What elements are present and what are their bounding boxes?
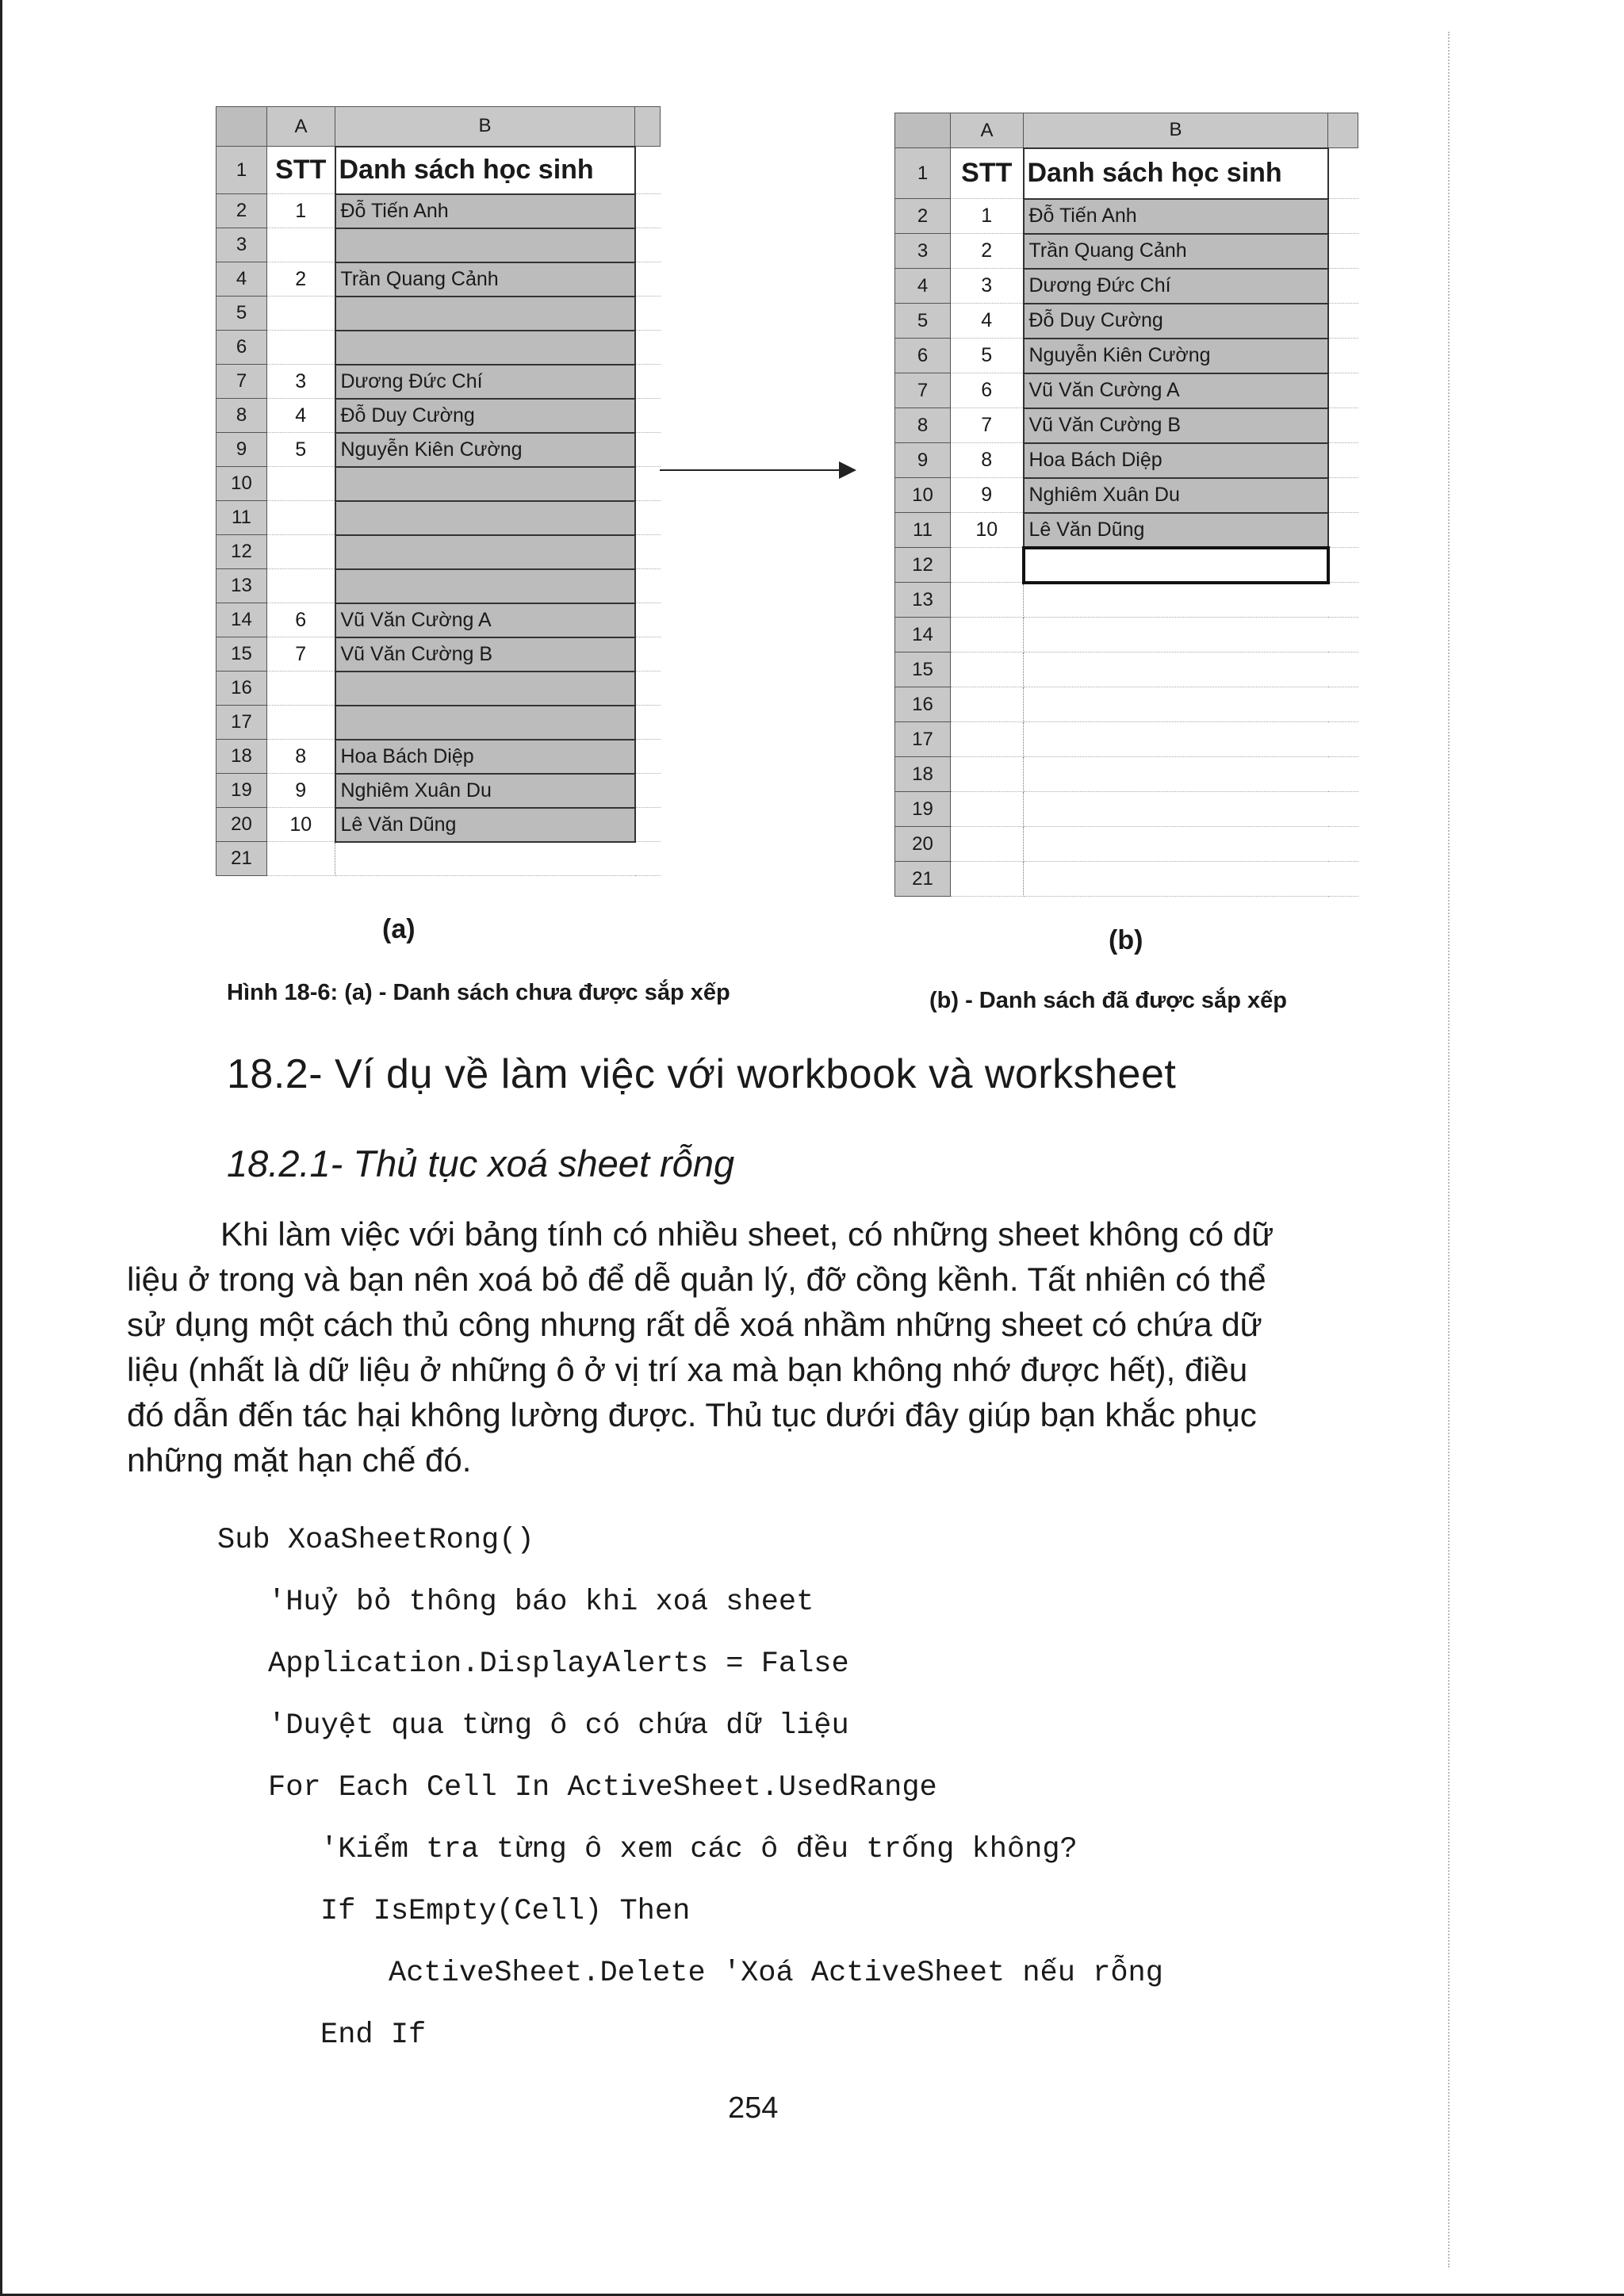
student-name-cell (335, 297, 635, 331)
stt-cell (267, 535, 335, 569)
empty-cell (1328, 792, 1358, 827)
student-name-cell: Hoa Bách Diệp (1024, 443, 1328, 478)
student-name-cell: Đỗ Tiến Anh (335, 194, 635, 228)
row-number: 2 (895, 199, 951, 234)
stt-cell (267, 569, 335, 603)
spreadsheet-row (895, 618, 1358, 652)
row-number: 8 (895, 408, 951, 443)
spreadsheet-row (216, 842, 661, 876)
empty-cell (635, 433, 661, 467)
student-name-cell: Vũ Văn Cường B (335, 637, 635, 672)
empty-cell (635, 194, 661, 228)
row-number: 6 (895, 339, 951, 373)
spreadsheet-row (895, 408, 1358, 443)
spreadsheet-row (895, 443, 1358, 478)
empty-cell (1328, 687, 1358, 722)
paragraph-line: đó dẫn đến tác hại không lường được. Thủ tục dưới đây giúp bạn khắc phục (127, 1396, 1257, 1433)
section-title: 18.2- Ví dụ về làm việc với workbook và worksheet (227, 1051, 1177, 1097)
spreadsheet-row (895, 583, 1358, 618)
stt-cell: 6 (267, 603, 335, 637)
row-number: 7 (216, 365, 267, 399)
stt-cell (951, 827, 1024, 862)
row-number: 15 (895, 652, 951, 687)
spreadsheet-row (895, 757, 1358, 792)
stt-cell (267, 228, 335, 262)
empty-cell (635, 842, 661, 876)
column-header-b: B (1024, 113, 1328, 148)
spreadsheet-row (216, 501, 661, 535)
row-number: 10 (895, 478, 951, 513)
student-name-cell: Trần Quang Cảnh (335, 262, 635, 297)
subsection-title: 18.2.1- Thủ tục xoá sheet rỗng (227, 1142, 735, 1184)
spreadsheet-row (216, 535, 661, 569)
student-name-cell (335, 535, 635, 569)
row-number: 1 (216, 147, 267, 194)
row-number: 5 (895, 304, 951, 339)
stt-cell (951, 792, 1024, 827)
row-number: 9 (895, 443, 951, 478)
student-name-cell: Vũ Văn Cường A (335, 603, 635, 637)
student-name-cell (335, 706, 635, 740)
empty-cell (635, 637, 661, 672)
row-number: 18 (216, 740, 267, 774)
empty-cell (635, 399, 661, 433)
row-number: 2 (216, 194, 267, 228)
stt-cell: 10 (951, 513, 1024, 548)
row-number: 12 (895, 548, 951, 583)
row-number: 8 (216, 399, 267, 433)
row-number: 14 (216, 603, 267, 637)
stt-cell: 8 (951, 443, 1024, 478)
stt-cell (951, 618, 1024, 652)
spreadsheet-row (216, 228, 661, 262)
stt-cell (267, 672, 335, 706)
empty-cell (635, 603, 661, 637)
empty-cell (1328, 373, 1358, 408)
stt-cell: 2 (267, 262, 335, 297)
stt-cell (951, 687, 1024, 722)
spreadsheet-row (216, 774, 661, 808)
empty-cell (635, 808, 661, 842)
spreadsheet-unsorted (216, 106, 661, 876)
row-number: 18 (895, 757, 951, 792)
student-name-cell (1024, 548, 1328, 583)
student-name-cell: Đỗ Duy Cường (335, 399, 635, 433)
spreadsheet-row (216, 706, 661, 740)
name-list-header: Danh sách học sinh (335, 147, 635, 194)
empty-cell (635, 262, 661, 297)
stt-cell: 2 (951, 234, 1024, 269)
code-line: End If (320, 2019, 427, 2052)
stt-cell: 5 (951, 339, 1024, 373)
stt-cell (267, 501, 335, 535)
column-header-extra (635, 107, 661, 147)
stt-cell: 10 (267, 808, 335, 842)
stt-cell (951, 548, 1024, 583)
empty-cell (1328, 408, 1358, 443)
row-number: 19 (895, 792, 951, 827)
stt-cell: 7 (951, 408, 1024, 443)
spreadsheet-row (216, 194, 661, 228)
row-number: 13 (895, 583, 951, 618)
empty-cell (1328, 443, 1358, 478)
spreadsheet-row (895, 548, 1358, 583)
row-number: 15 (216, 637, 267, 672)
spreadsheet-row (216, 637, 661, 672)
empty-cell (635, 535, 661, 569)
column-header-a: A (267, 107, 335, 147)
row-number: 19 (216, 774, 267, 808)
row-number: 9 (216, 433, 267, 467)
stt-cell (951, 722, 1024, 757)
code-comment-line: 'Duyệt qua từng ô có chứa dữ liệu (268, 1709, 849, 1743)
page-edge-line (1448, 32, 1450, 2267)
empty-cell (635, 501, 661, 535)
stt-cell: 8 (267, 740, 335, 774)
empty-cell (1328, 618, 1358, 652)
empty-cell (1328, 862, 1358, 897)
empty-cell (635, 331, 661, 365)
arrow-head-icon (839, 461, 856, 479)
empty-cell (635, 365, 661, 399)
empty-cell (635, 774, 661, 808)
empty-cell (635, 467, 661, 501)
row-number: 12 (216, 535, 267, 569)
row-number: 17 (216, 706, 267, 740)
stt-cell: 6 (951, 373, 1024, 408)
spreadsheet-row (895, 792, 1358, 827)
student-name-cell: Đỗ Duy Cường (1024, 304, 1328, 339)
row-number: 4 (216, 262, 267, 297)
stt-cell (951, 652, 1024, 687)
empty-cell (1328, 583, 1358, 618)
code-line: Application.DisplayAlerts = False (268, 1647, 849, 1681)
spreadsheet-row (895, 478, 1358, 513)
stt-cell: 4 (267, 399, 335, 433)
spreadsheet-row (216, 365, 661, 399)
student-name-cell: Lê Văn Dũng (335, 808, 635, 842)
stt-cell (951, 583, 1024, 618)
stt-cell: 3 (267, 365, 335, 399)
code-line: For Each Cell In ActiveSheet.UsedRange (268, 1771, 937, 1804)
spreadsheet-row (216, 433, 661, 467)
page-number: 254 (728, 2091, 779, 2125)
student-name-cell: Lê Văn Dũng (1024, 513, 1328, 548)
spreadsheet-row (895, 722, 1358, 757)
figure-label-b: (b) (1109, 925, 1143, 955)
spreadsheet-row (216, 262, 661, 297)
student-name-cell (1024, 722, 1328, 757)
student-name-cell (1024, 792, 1328, 827)
stt-cell (267, 467, 335, 501)
empty-cell (1328, 757, 1358, 792)
empty-cell (1328, 548, 1358, 583)
student-name-cell: Đỗ Tiến Anh (1024, 199, 1328, 234)
paragraph-line: sử dụng một cách thủ công nhưng rất dễ xoá nhầm những sheet có chứa dữ (127, 1306, 1262, 1343)
stt-cell: 1 (267, 194, 335, 228)
stt-cell (267, 297, 335, 331)
spreadsheet-row (895, 652, 1358, 687)
row-number: 1 (895, 148, 951, 199)
student-name-cell (335, 467, 635, 501)
spreadsheet-row (895, 304, 1358, 339)
stt-cell: 5 (267, 433, 335, 467)
paragraph-line: liệu (nhất là dữ liệu ở những ô ở vị trí xa mà bạn không nhớ được hết), điều (127, 1351, 1248, 1388)
spreadsheet-row (895, 513, 1358, 548)
paragraph-line: liệu ở trong và bạn nên xoá bỏ để dễ quản lý, đỡ cồng kềnh. Tất nhiên có thể (127, 1261, 1266, 1298)
empty-cell (1328, 478, 1358, 513)
student-name-cell (335, 228, 635, 262)
row-number: 6 (216, 331, 267, 365)
student-name-cell: Vũ Văn Cường B (1024, 408, 1328, 443)
spreadsheet-row (216, 331, 661, 365)
row-number: 20 (895, 827, 951, 862)
student-name-cell (335, 672, 635, 706)
spreadsheet-row (216, 808, 661, 842)
header-row (216, 147, 661, 194)
stt-cell (951, 862, 1024, 897)
row-number: 13 (216, 569, 267, 603)
empty-cell (1328, 827, 1358, 862)
spreadsheet-row (216, 603, 661, 637)
stt-cell: 4 (951, 304, 1024, 339)
figure-label-a: (a) (382, 914, 416, 944)
stt-cell (951, 757, 1024, 792)
body-paragraph (127, 1211, 1404, 1483)
empty-cell (635, 147, 661, 194)
spreadsheet-row (895, 199, 1358, 234)
row-number: 4 (895, 269, 951, 304)
corner-cell (895, 113, 951, 148)
figure-caption-a: Hình 18-6: (a) - Danh sách chưa được sắp xếp (227, 980, 730, 1005)
row-number: 20 (216, 808, 267, 842)
row-number: 3 (216, 228, 267, 262)
student-name-cell (335, 331, 635, 365)
student-name-cell: Vũ Văn Cường A (1024, 373, 1328, 408)
student-name-cell (1024, 687, 1328, 722)
student-name-cell (1024, 652, 1328, 687)
empty-cell (1328, 513, 1358, 548)
empty-cell (1328, 722, 1358, 757)
empty-cell (635, 569, 661, 603)
row-number: 14 (895, 618, 951, 652)
empty-cell (1328, 304, 1358, 339)
stt-header: STT (267, 147, 335, 194)
empty-cell (1328, 148, 1358, 199)
student-name-cell (1024, 583, 1328, 618)
stt-cell: 1 (951, 199, 1024, 234)
row-number: 17 (895, 722, 951, 757)
corner-cell (216, 107, 267, 147)
spreadsheet-row (216, 467, 661, 501)
column-header-a: A (951, 113, 1024, 148)
spreadsheet-row (895, 373, 1358, 408)
spreadsheet-row (895, 269, 1358, 304)
student-name-cell: Nguyễn Kiên Cường (1024, 339, 1328, 373)
row-number: 16 (895, 687, 951, 722)
stt-cell: 3 (951, 269, 1024, 304)
stt-cell (267, 331, 335, 365)
code-line: ActiveSheet.Delete 'Xoá ActiveSheet nếu rỗng (389, 1957, 1163, 1990)
paragraph-line: Khi làm việc với bảng tính có nhiều sheet, có những sheet không có dữ (220, 1215, 1274, 1253)
empty-cell (1328, 234, 1358, 269)
row-number: 3 (895, 234, 951, 269)
row-number: 11 (895, 513, 951, 548)
student-name-cell: Nghiêm Xuân Du (335, 774, 635, 808)
spreadsheet-row (216, 672, 661, 706)
row-number: 10 (216, 467, 267, 501)
empty-cell (1328, 269, 1358, 304)
name-list-header: Danh sách học sinh (1024, 148, 1328, 199)
column-header-extra (1328, 113, 1358, 148)
spreadsheet-row (895, 234, 1358, 269)
empty-cell (635, 706, 661, 740)
student-name-cell: Hoa Bách Diệp (335, 740, 635, 774)
stt-cell (267, 842, 335, 876)
empty-cell (1328, 199, 1358, 234)
student-name-cell: Dương Đức Chí (335, 365, 635, 399)
code-comment-line: 'Huỷ bỏ thông báo khi xoá sheet (268, 1586, 814, 1619)
code-comment-line: 'Kiểm tra từng ô xem các ô đều trống không? (320, 1833, 1078, 1866)
student-name-cell (1024, 827, 1328, 862)
student-name-cell (335, 569, 635, 603)
empty-cell (635, 740, 661, 774)
student-name-cell (1024, 862, 1328, 897)
stt-cell (267, 706, 335, 740)
student-name-cell (335, 501, 635, 535)
spreadsheet-row (895, 687, 1358, 722)
spreadsheet-row (216, 297, 661, 331)
stt-cell: 9 (267, 774, 335, 808)
student-name-cell: Dương Đức Chí (1024, 269, 1328, 304)
empty-cell (635, 297, 661, 331)
spreadsheet-sorted (894, 113, 1358, 897)
column-header-b: B (335, 107, 635, 147)
figure-caption-b: (b) - Danh sách đã được sắp xếp (929, 988, 1287, 1013)
stt-cell: 9 (951, 478, 1024, 513)
stt-cell: 7 (267, 637, 335, 672)
student-name-cell: Trần Quang Cảnh (1024, 234, 1328, 269)
paragraph-line: những mặt hạn chế đó. (127, 1441, 472, 1479)
empty-cell (635, 672, 661, 706)
student-name-cell (1024, 618, 1328, 652)
student-name-cell: Nghiêm Xuân Du (1024, 478, 1328, 513)
spreadsheet-row (895, 862, 1358, 897)
spreadsheet-row (216, 740, 661, 774)
spreadsheet-row (216, 399, 661, 433)
header-row (895, 148, 1358, 199)
row-number: 21 (216, 842, 267, 876)
spreadsheet-row (895, 339, 1358, 373)
empty-cell (635, 228, 661, 262)
row-number: 7 (895, 373, 951, 408)
spreadsheet-row (895, 827, 1358, 862)
row-number: 16 (216, 672, 267, 706)
transform-arrow-line (660, 469, 844, 471)
code-line: Sub XoaSheetRong() (217, 1524, 534, 1557)
row-number: 11 (216, 501, 267, 535)
student-name-cell: Nguyễn Kiên Cường (335, 433, 635, 467)
spreadsheet-row (216, 569, 661, 603)
row-number: 21 (895, 862, 951, 897)
empty-cell (1328, 339, 1358, 373)
row-number: 5 (216, 297, 267, 331)
student-name-cell (1024, 757, 1328, 792)
student-name-cell (335, 842, 635, 876)
empty-cell (1328, 652, 1358, 687)
stt-header: STT (951, 148, 1024, 199)
code-line: If IsEmpty(Cell) Then (320, 1895, 691, 1928)
